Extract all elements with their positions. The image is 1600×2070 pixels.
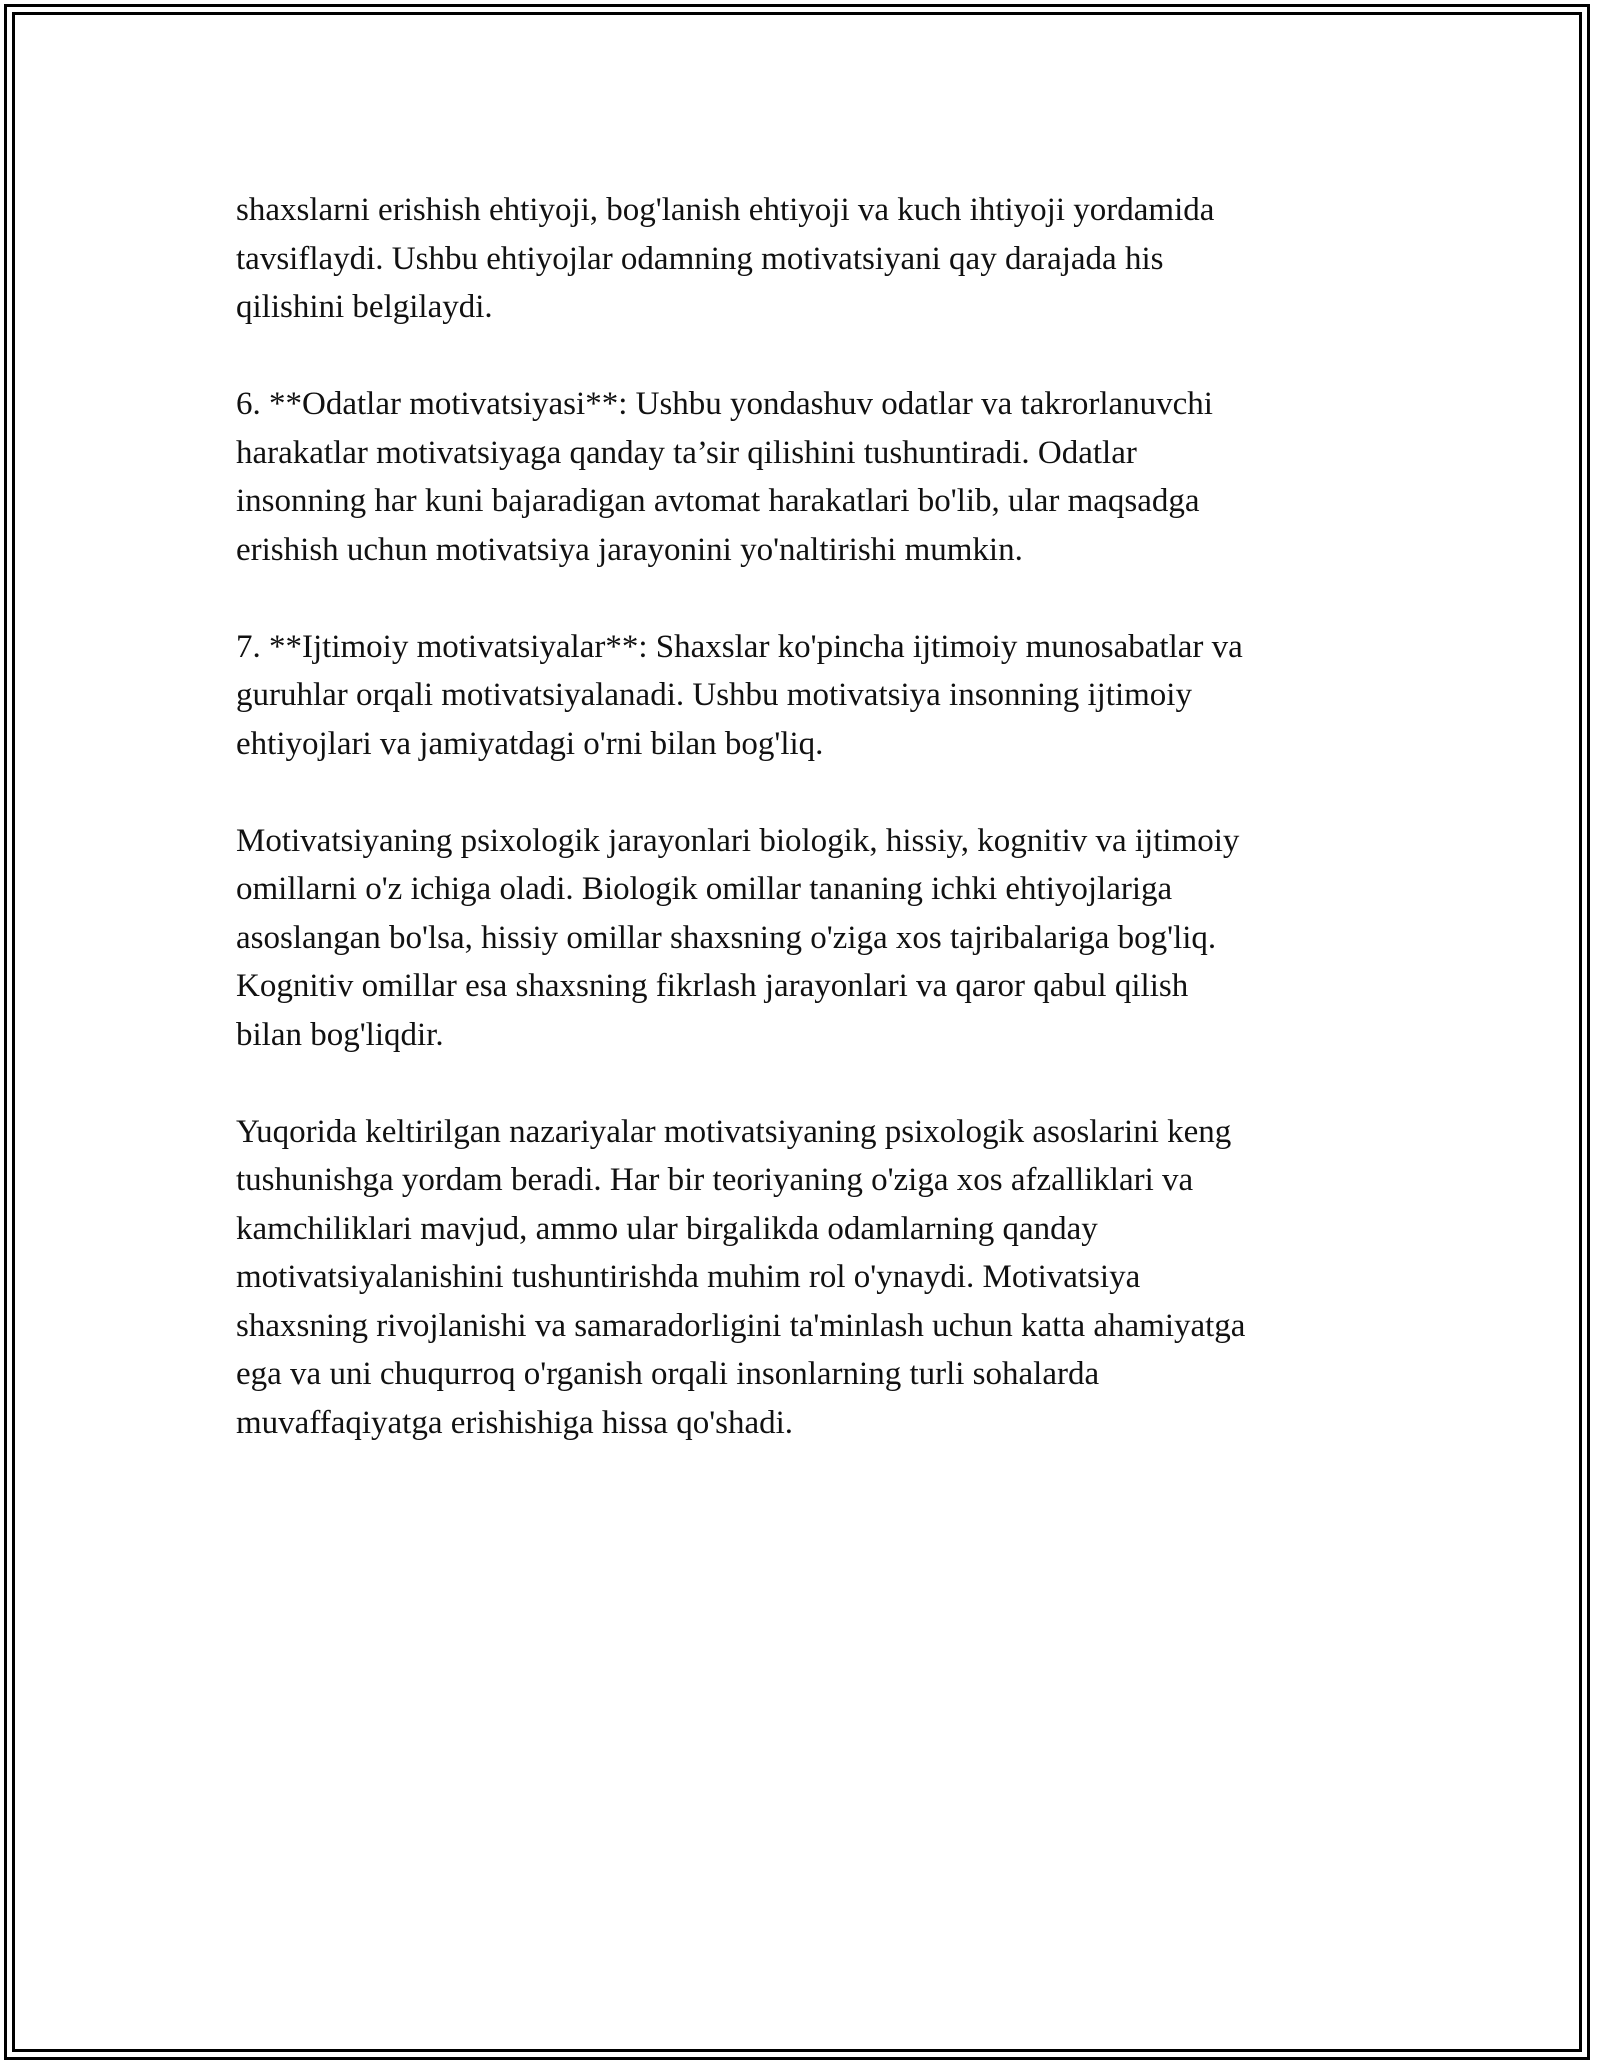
paragraph-conclusion: Yuqorida keltirilgan nazariyalar motivatsiyaning psixologik asoslarini keng tushunishga yordam beradi. Har bir teoriyaning o'ziga xos afzalliklari va kamchiliklari mavjud, ammo ular birgalikda odamlarning qanday motivatsiyalanishini tushuntirishda muhim rol o'ynaydi. Motivatsiya shaxsning rivojlanishi va samaradorligini ta'minlash uchun katta ahamiyatga ega va uni chuqurroq o'rganish orqali insonlarning turli sohalarda muvaffaqiyatga erishishiga hissa qo'shadi. <box>236 1113 1246 1441</box>
document-body <box>236 186 1386 1496</box>
paragraph-social-motivation: 7. **Ijtimoiy motivatsiyalar**: Shaxslar ko'pincha ijtimoiy munosabatlar va guruhlar orqali motivatsiyalanadi. Ushbu motivatsiya insonning ijtimoiy ehtiyojlari va jamiyatdagi o'rni bilan bog'liq. <box>236 628 1243 762</box>
paragraph-needs-theory-continuation: shaxslarni erishish ehtiyoji, bog'lanish ehtiyoji va kuch ihtiyoji yordamida tavsiflaydi. Ushbu ehtiyojlar odamning motivatsiyani qay darajada his qilishini belgilaydi. <box>236 192 1215 325</box>
paragraph-habit-motivation: 6. **Odatlar motivatsiyasi**: Ushbu yondashuv odatlar va takrorlanuvchi harakatlar motivatsiyaga qanday ta’sir qilishini tushuntiradi. Odatlar insonning har kuni bajaradigan avtomat harakatlari bo'lib, ular maqsadga erishish uchun motivatsiya jarayonini yo'naltirishi mumkin. <box>236 386 1213 568</box>
paragraph-psychological-processes: Motivatsiyaning psixologik jarayonlari biologik, hissiy, kognitiv va ijtimoiy omillarni o'z ichiga oladi. Biologik omillar tananing ichki ehtiyojlariga asoslangan bo'lsa, hissiy omillar shaxsning o'ziga xos tajribalariga bog'liq. Kognitiv omillar esa shaxsning fikrlash jarayonlari va qaror qabul qilish bilan bog'liqdir. <box>236 822 1240 1053</box>
